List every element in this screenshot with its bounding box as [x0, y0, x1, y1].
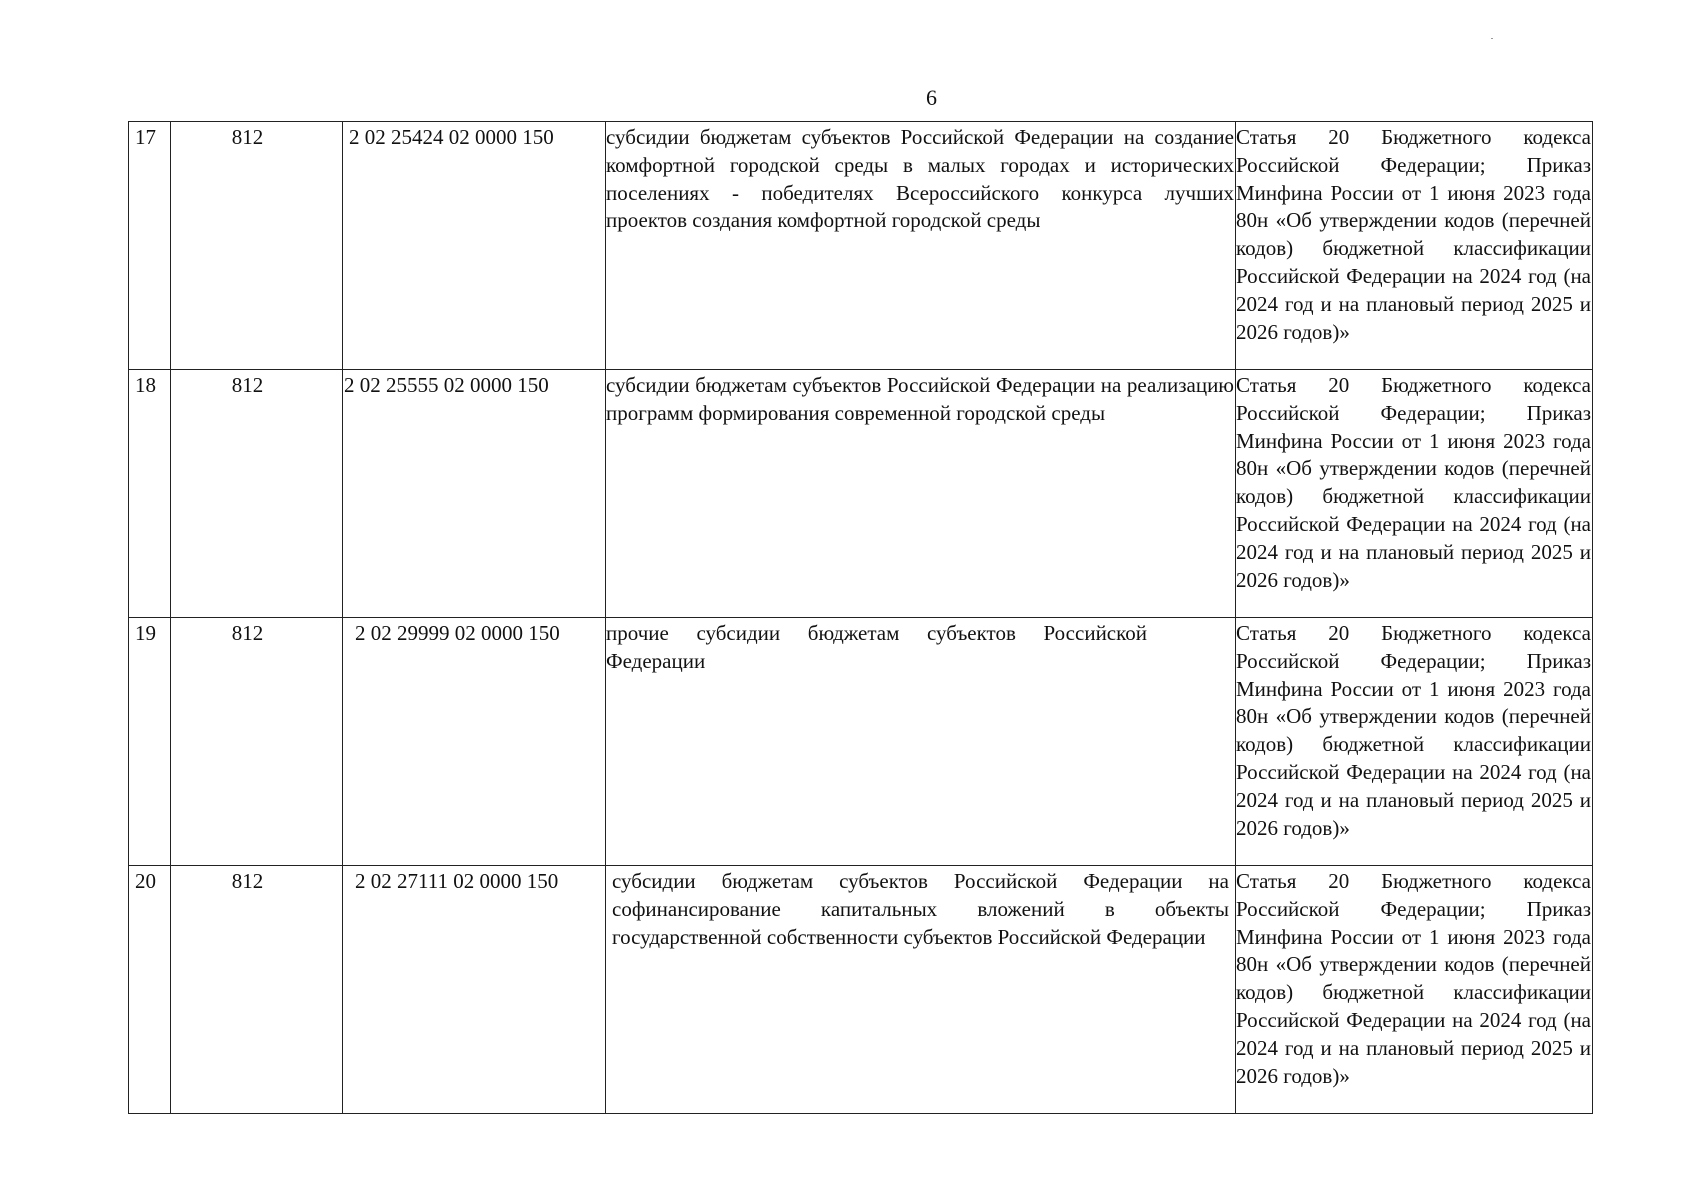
revenue-name-cell — [606, 866, 1236, 1114]
legal-basis: Статья 20 Бюджетного кодекса Российской Федерации; Приказ Минфина России от 1 июня 2023 года 80н «Об утверждении кодов (перечней кодов) бюджетной классификации Российской Федерации на 2024 год (на 2024 год и на плановый период 2025 и 2026 годов)» — [1236, 125, 1591, 344]
table-row — [129, 866, 1593, 1114]
scan-artifact-dot — [1491, 38, 1493, 39]
row-number: 20 — [129, 866, 171, 1114]
legal-basis-cell — [1236, 618, 1593, 866]
revenue-name: прочие субсидии бюджетам субъектов Российской Федерации — [606, 621, 1147, 673]
row-number: 18 — [129, 370, 171, 618]
table-row — [129, 618, 1593, 866]
revenue-name-cell — [606, 370, 1236, 618]
legal-basis: Статья 20 Бюджетного кодекса Российской Федерации; Приказ Минфина России от 1 июня 2023 года 80н «Об утверждении кодов (перечней кодов) бюджетной классификации Российской Федерации на 2024 год (на 2024 год и на плановый период 2025 и 2026 годов)» — [1236, 621, 1591, 840]
administrator-code: 812 — [171, 370, 343, 618]
row-number: 17 — [129, 122, 171, 370]
administrator-code: 812 — [171, 866, 343, 1114]
budget-classification-code: 2 02 27111 02 0000 150 — [343, 866, 606, 1114]
legal-basis-cell — [1236, 370, 1593, 618]
legal-basis: Статья 20 Бюджетного кодекса Российской Федерации; Приказ Минфина России от 1 июня 2023 года 80н «Об утверждении кодов (перечней кодов) бюджетной классификации Российской Федерации на 2024 год (на 2024 год и на плановый период 2025 и 2026 годов)» — [1236, 869, 1591, 1088]
legal-basis-cell — [1236, 122, 1593, 370]
legal-basis: Статья 20 Бюджетного кодекса Российской Федерации; Приказ Минфина России от 1 июня 2023 года 80н «Об утверждении кодов (перечней кодов) бюджетной классификации Российской Федерации на 2024 год (на 2024 год и на плановый период 2025 и 2026 годов)» — [1236, 373, 1591, 592]
page-number: 6 — [926, 85, 937, 110]
legal-basis-cell — [1236, 866, 1593, 1114]
table-row — [129, 122, 1593, 370]
budget-classification-code: 2 02 25424 02 0000 150 — [343, 122, 606, 370]
budget-codes-table — [128, 121, 1593, 1114]
row-number: 19 — [129, 618, 171, 866]
budget-classification-code: 2 02 25555 02 0000 150 — [343, 370, 606, 618]
administrator-code: 812 — [171, 618, 343, 866]
revenue-name-cell — [606, 618, 1236, 866]
budget-classification-code: 2 02 29999 02 0000 150 — [343, 618, 606, 866]
revenue-name: субсидии бюджетам субъектов Российской Федерации на создание комфортной городской среды в малых городах и исторических поселениях - победителях Всероссийского конкурса лучших проектов создания комфортной городской среды — [606, 125, 1234, 233]
revenue-name-cell — [606, 122, 1236, 370]
revenue-name: субсидии бюджетам субъектов Российской Федерации на реализацию программ формирования современной городской среды — [606, 373, 1234, 425]
administrator-code: 812 — [171, 122, 343, 370]
table-row — [129, 370, 1593, 618]
revenue-name: субсидии бюджетам субъектов Российской Федерации на софинансирование капитальных вложений в объекты государственной собственности субъектов Российской Федерации — [612, 869, 1229, 949]
